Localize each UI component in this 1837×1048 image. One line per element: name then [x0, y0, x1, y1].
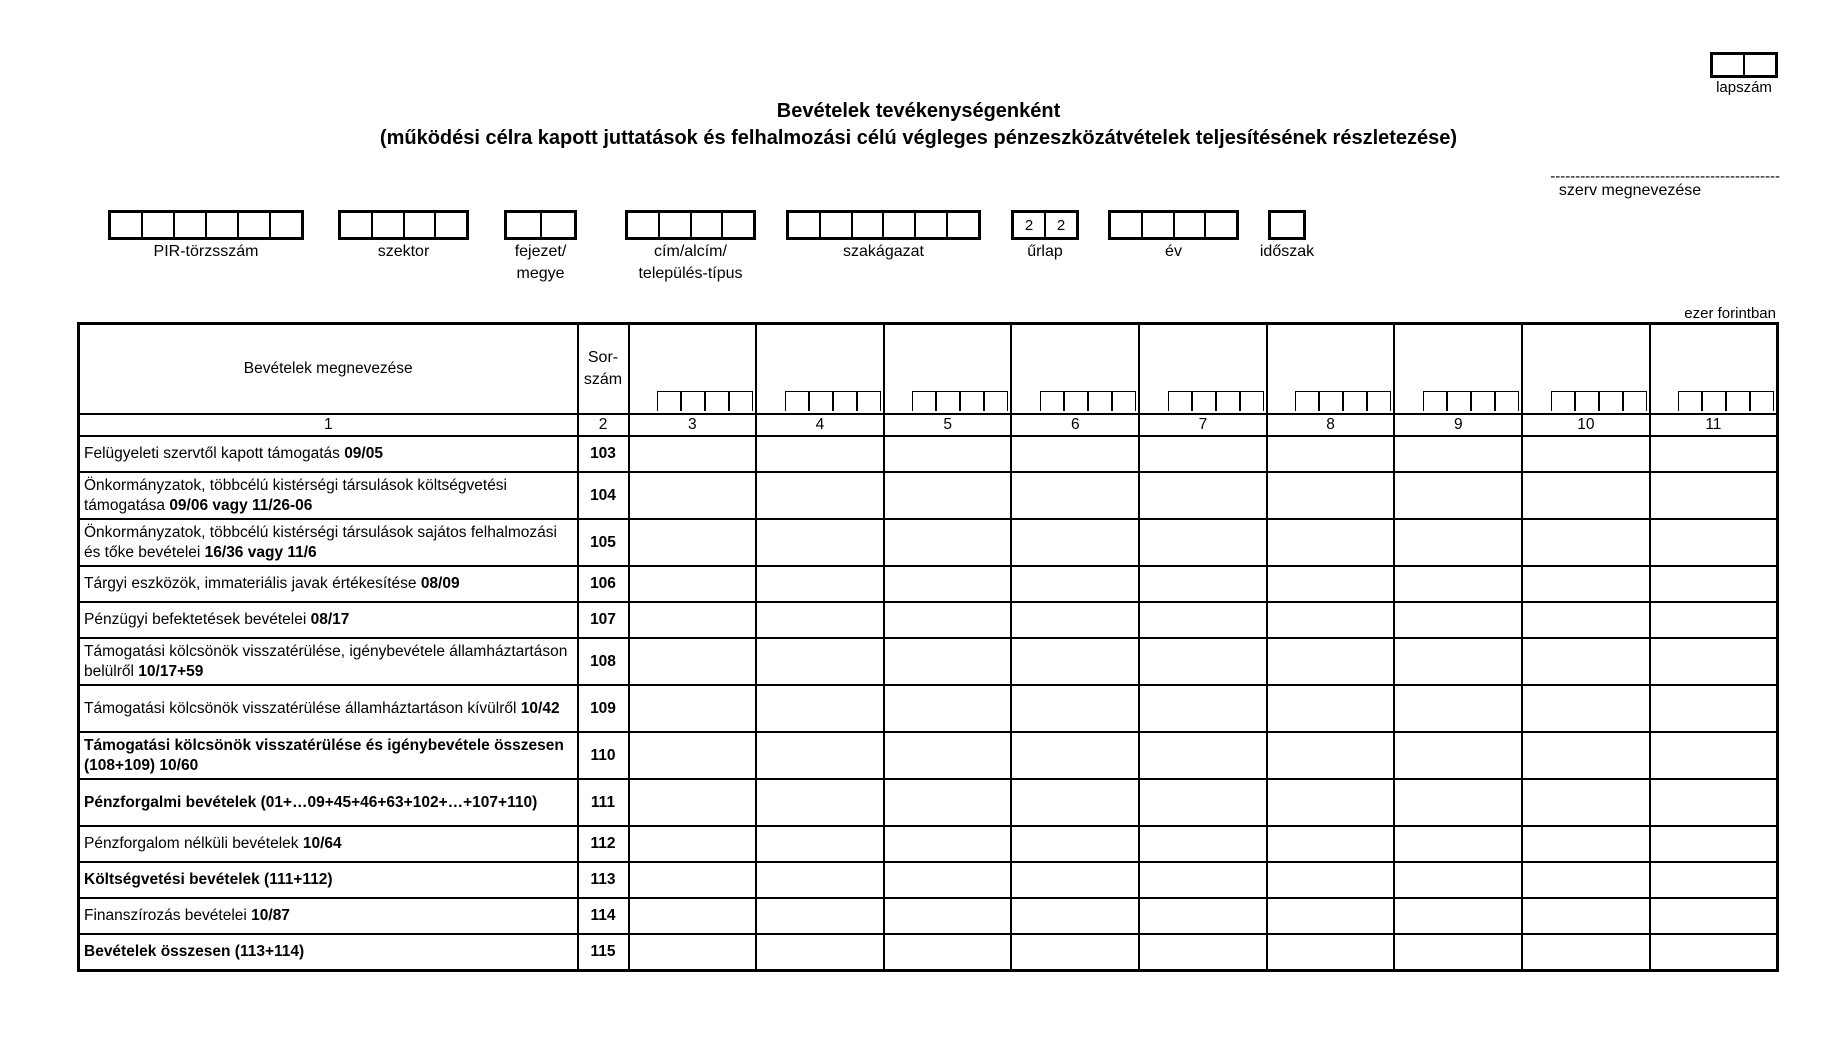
row-number: 112	[578, 826, 629, 862]
column-code-box[interactable]	[1040, 391, 1136, 411]
column-number: 3	[629, 414, 757, 436]
column-header-cell[interactable]	[1522, 324, 1650, 415]
value-cell[interactable]	[1267, 898, 1395, 934]
row-label	[79, 519, 578, 566]
row-label-code: 08/09	[420, 575, 460, 592]
column-code-box[interactable]	[657, 391, 753, 411]
id-field-cell[interactable]	[540, 213, 575, 237]
value-cell[interactable]	[756, 862, 884, 898]
value-cell[interactable]	[884, 779, 1012, 826]
value-cell[interactable]	[884, 436, 1012, 472]
row-number: 114	[578, 898, 629, 934]
value-cell[interactable]	[1267, 472, 1395, 519]
table-row	[79, 519, 1778, 566]
id-field-cell[interactable]	[507, 213, 540, 237]
value-cell[interactable]	[1139, 566, 1267, 602]
org-name-label: szerv megnevezése	[1558, 182, 1702, 199]
value-cell[interactable]	[756, 685, 884, 732]
value-cell[interactable]	[1650, 934, 1778, 971]
value-cell[interactable]	[1650, 602, 1778, 638]
id-field-cell[interactable]	[237, 213, 269, 237]
row-label-code: Bevételek összesen (113+114)	[84, 943, 305, 960]
value-cell[interactable]	[1267, 436, 1395, 472]
value-cell[interactable]	[1011, 602, 1139, 638]
id-field-cell[interactable]	[341, 213, 371, 237]
value-cell[interactable]	[756, 602, 884, 638]
id-field-cell[interactable]	[1141, 213, 1173, 237]
value-cell[interactable]	[629, 472, 757, 519]
id-field-box[interactable]	[108, 210, 304, 240]
row-label-code: 09/05	[344, 445, 383, 462]
value-cell[interactable]	[1011, 934, 1139, 971]
table-row	[79, 472, 1778, 519]
value-cell[interactable]	[629, 685, 757, 732]
value-cell[interactable]	[1394, 826, 1522, 862]
column-number: 10	[1522, 414, 1650, 436]
value-cell[interactable]	[1650, 685, 1778, 732]
value-cell[interactable]	[1139, 685, 1267, 732]
column-number: 9	[1394, 414, 1522, 436]
id-field-label-line2: település-típus	[638, 265, 743, 282]
value-cell[interactable]	[1139, 638, 1267, 685]
value-cell[interactable]	[1650, 779, 1778, 826]
row-label	[79, 826, 578, 862]
value-cell[interactable]	[629, 638, 757, 685]
id-field-cell[interactable]	[914, 213, 946, 237]
id-field-box[interactable]	[504, 210, 577, 240]
value-cell[interactable]	[884, 732, 1012, 779]
value-cell[interactable]	[1139, 862, 1267, 898]
value-cell[interactable]	[1139, 602, 1267, 638]
id-field-label: időszak	[1259, 243, 1315, 260]
value-cell[interactable]	[1267, 934, 1395, 971]
id-field-cell[interactable]	[628, 213, 658, 237]
row-number: 105	[578, 519, 629, 566]
id-field-box[interactable]	[338, 210, 469, 240]
value-cell[interactable]	[1267, 519, 1395, 566]
value-cell[interactable]	[1394, 519, 1522, 566]
value-cell[interactable]	[629, 566, 757, 602]
value-cell[interactable]	[1139, 826, 1267, 862]
id-field-label: fejezet/	[514, 243, 567, 260]
row-label-code: 10/87	[251, 907, 290, 924]
column-code-box[interactable]	[912, 391, 1008, 411]
column-number: 5	[884, 414, 1012, 436]
id-field-cell[interactable]	[819, 213, 851, 237]
id-field-cell[interactable]: 2	[1024, 216, 1034, 234]
id-field-label: szakágazat	[843, 243, 924, 260]
id-field-cell[interactable]	[1271, 213, 1303, 237]
value-cell[interactable]	[629, 826, 757, 862]
row-label	[79, 732, 578, 779]
value-cell[interactable]	[1522, 566, 1650, 602]
value-cell[interactable]	[1139, 779, 1267, 826]
value-cell[interactable]	[1522, 685, 1650, 732]
table-row	[79, 732, 1778, 779]
value-cell[interactable]	[1267, 779, 1395, 826]
row-number: 108	[578, 638, 629, 685]
value-cell[interactable]	[884, 602, 1012, 638]
row-label	[79, 862, 578, 898]
table-row	[79, 898, 1778, 934]
value-cell[interactable]	[1650, 566, 1778, 602]
value-cell[interactable]	[1267, 732, 1395, 779]
value-cell[interactable]	[1394, 566, 1522, 602]
row-label	[79, 472, 578, 519]
value-cell[interactable]	[1522, 638, 1650, 685]
column-code-box[interactable]	[1423, 391, 1519, 411]
value-cell[interactable]	[1394, 732, 1522, 779]
row-label-text: Önkormányzatok, többcélú kistérségi társulások sajátos felhalmozási és tőke bevételei	[84, 523, 557, 561]
id-field-cell[interactable]: 2	[1044, 213, 1076, 237]
table-row	[79, 779, 1778, 826]
id-field-box[interactable]	[786, 210, 981, 240]
value-cell[interactable]	[756, 566, 884, 602]
table-row	[79, 602, 1778, 638]
column-header-cell[interactable]	[1394, 324, 1522, 415]
value-cell[interactable]	[1011, 862, 1139, 898]
value-cell[interactable]	[1394, 934, 1522, 971]
value-cell[interactable]	[1394, 779, 1522, 826]
revenue-table	[77, 322, 1779, 972]
value-cell[interactable]	[1267, 566, 1395, 602]
row-label-code: 10/42	[520, 699, 560, 717]
value-cell[interactable]	[1139, 472, 1267, 519]
value-cell[interactable]	[884, 862, 1012, 898]
id-field-cell[interactable]	[205, 213, 237, 237]
value-cell[interactable]	[1522, 862, 1650, 898]
id-field-label-line2: megye	[516, 265, 565, 282]
value-cell[interactable]	[1139, 934, 1267, 971]
column-header-cell[interactable]	[1650, 324, 1778, 415]
id-field-cell[interactable]	[111, 213, 141, 237]
row-label-text: Támogatási kölcsönök visszatérülése államháztartáson kívülről	[84, 699, 521, 717]
column-header-cell[interactable]	[1139, 324, 1267, 415]
value-cell[interactable]	[1011, 436, 1139, 472]
row-number: 109	[578, 685, 629, 732]
value-cell[interactable]	[1394, 436, 1522, 472]
table-row	[79, 685, 1778, 732]
page-number-cell[interactable]	[1713, 55, 1743, 75]
column-code-box[interactable]	[1678, 391, 1774, 411]
id-field-cell[interactable]	[403, 213, 435, 237]
row-label-code: 10/17+59	[138, 662, 204, 680]
column-header-cell[interactable]	[884, 324, 1012, 415]
value-cell[interactable]	[1522, 519, 1650, 566]
id-field-label: cím/alcím/	[654, 243, 727, 260]
id-field-cell[interactable]	[269, 213, 301, 237]
value-cell[interactable]	[756, 436, 884, 472]
value-cell[interactable]	[1650, 638, 1778, 685]
value-cell[interactable]	[1011, 732, 1139, 779]
row-label-text: Finanszírozás bevételei	[84, 907, 252, 924]
row-label-code: 09/06 vagy 11/26-06	[169, 496, 313, 514]
value-cell[interactable]	[1522, 779, 1650, 826]
value-cell[interactable]	[1394, 862, 1522, 898]
row-label-text: Pénzügyi befektetések bevételei	[84, 611, 311, 628]
value-cell[interactable]	[884, 685, 1012, 732]
column-code-box[interactable]	[1551, 391, 1647, 411]
header-sor-line2: szám	[583, 371, 623, 388]
value-cell[interactable]	[1650, 862, 1778, 898]
column-header-cell[interactable]	[629, 324, 757, 415]
value-cell[interactable]	[629, 602, 757, 638]
id-field-box[interactable]	[625, 210, 756, 240]
value-cell[interactable]	[884, 566, 1012, 602]
value-cell[interactable]	[1011, 685, 1139, 732]
value-cell[interactable]	[1011, 779, 1139, 826]
row-label-code: 08/17	[310, 611, 350, 628]
row-number: 103	[578, 436, 629, 472]
column-number: 4	[756, 414, 884, 436]
value-cell[interactable]	[756, 732, 884, 779]
row-label-text: Támogatási kölcsönök visszatérülése, igénybevétele államháztartáson belülről	[84, 642, 568, 680]
value-cell[interactable]	[1522, 934, 1650, 971]
id-field-box[interactable]	[1011, 210, 1079, 240]
unit-label: ezer forintban	[1684, 305, 1776, 322]
value-cell[interactable]	[1011, 826, 1139, 862]
id-field-cell[interactable]	[690, 213, 722, 237]
value-cell[interactable]	[884, 898, 1012, 934]
value-cell[interactable]	[629, 898, 757, 934]
value-cell[interactable]	[884, 519, 1012, 566]
id-field-box[interactable]	[1268, 210, 1306, 240]
value-cell[interactable]	[1394, 602, 1522, 638]
value-cell[interactable]	[629, 732, 757, 779]
row-label	[79, 638, 578, 685]
id-field-box[interactable]	[1108, 210, 1239, 240]
row-number: 107	[578, 602, 629, 638]
value-cell[interactable]	[1394, 898, 1522, 934]
column-header-cell[interactable]	[756, 324, 884, 415]
value-cell[interactable]	[1139, 519, 1267, 566]
id-field-cell[interactable]	[1173, 213, 1205, 237]
table-row	[79, 826, 1778, 862]
id-field-cell[interactable]	[173, 213, 205, 237]
id-field-cell[interactable]	[851, 213, 883, 237]
value-cell[interactable]	[1522, 472, 1650, 519]
row-label-text: Felügyeleti szervtől kapott támogatás	[84, 445, 345, 462]
table-row	[79, 862, 1778, 898]
row-label-text: Tárgyi eszközök, immateriális javak értékesítése	[84, 575, 421, 592]
row-label-text: Önkormányzatok, többcélú kistérségi társulások költségvetési támogatása	[84, 476, 508, 514]
value-cell[interactable]	[1139, 898, 1267, 934]
id-field-label: év	[1165, 243, 1182, 260]
value-cell[interactable]	[1394, 685, 1522, 732]
id-field-cell[interactable]	[141, 213, 173, 237]
table-row	[79, 566, 1778, 602]
row-label-text: Pénzforgalom nélküli bevételek	[84, 835, 303, 852]
row-label-code: Költségvetési bevételek (111+112)	[84, 871, 333, 888]
row-label	[79, 602, 578, 638]
column-header-cell[interactable]	[1011, 324, 1139, 415]
value-cell[interactable]	[1650, 826, 1778, 862]
value-cell[interactable]	[884, 826, 1012, 862]
value-cell[interactable]	[1011, 898, 1139, 934]
column-number: 8	[1267, 414, 1395, 436]
value-cell[interactable]	[1139, 436, 1267, 472]
value-cell[interactable]	[756, 638, 884, 685]
value-cell[interactable]	[1650, 472, 1778, 519]
table-row	[79, 638, 1778, 685]
value-cell[interactable]	[1522, 898, 1650, 934]
id-field-cell[interactable]	[371, 213, 403, 237]
value-cell[interactable]	[1650, 436, 1778, 472]
value-cell[interactable]	[1650, 732, 1778, 779]
row-label	[79, 685, 578, 732]
value-cell[interactable]	[884, 934, 1012, 971]
value-cell[interactable]	[1650, 519, 1778, 566]
value-cell[interactable]	[1394, 638, 1522, 685]
org-name-line: ----------------------------------------------	[1550, 168, 1780, 185]
value-cell[interactable]	[1650, 898, 1778, 934]
value-cell[interactable]	[629, 779, 757, 826]
row-label-code: 10/64	[302, 835, 342, 852]
value-cell[interactable]	[629, 934, 757, 971]
row-number: 110	[578, 732, 629, 779]
page-subtitle: (működési célra kapott juttatások és felhalmozási célú végleges pénzeszközátvételek teljesítésének részletezése)	[379, 127, 1458, 149]
value-cell[interactable]	[629, 436, 757, 472]
value-cell[interactable]	[629, 862, 757, 898]
value-cell[interactable]	[629, 519, 757, 566]
id-field-cell[interactable]	[946, 213, 978, 237]
value-cell[interactable]	[1267, 638, 1395, 685]
value-cell[interactable]	[884, 638, 1012, 685]
row-label-code: Pénzforgalmi bevételek (01+…09+45+46+63+102+…+107+110)	[84, 793, 538, 811]
row-label	[79, 779, 578, 826]
value-cell[interactable]	[756, 898, 884, 934]
value-cell[interactable]	[1267, 602, 1395, 638]
row-label-code: Támogatási kölcsönök visszatérülése és igénybevétele összesen (108+109) 10/60	[84, 736, 564, 774]
table-row	[79, 436, 1778, 472]
id-field-cell[interactable]	[882, 213, 914, 237]
column-number: 11	[1650, 414, 1778, 436]
id-field-label: PIR-törzsszám	[153, 243, 259, 260]
column-code-box[interactable]	[1168, 391, 1264, 411]
value-cell[interactable]	[1522, 602, 1650, 638]
id-field-cell[interactable]	[434, 213, 466, 237]
id-field-label: szektor	[377, 243, 430, 260]
value-cell[interactable]	[1011, 472, 1139, 519]
value-cell[interactable]	[1011, 519, 1139, 566]
column-number: 7	[1139, 414, 1267, 436]
value-cell[interactable]	[756, 779, 884, 826]
id-field-cell[interactable]	[1111, 213, 1141, 237]
value-cell[interactable]	[1139, 732, 1267, 779]
id-field-cell[interactable]	[658, 213, 690, 237]
page-title: Bevételek tevékenységenként	[776, 100, 1061, 122]
page-number-box[interactable]	[1710, 52, 1778, 78]
id-field-cell[interactable]	[1204, 213, 1236, 237]
value-cell[interactable]	[1267, 685, 1395, 732]
column-number: 6	[1011, 414, 1139, 436]
row-number: 104	[578, 472, 629, 519]
table-row	[79, 934, 1778, 971]
id-field-label: űrlap	[1027, 243, 1063, 260]
value-cell[interactable]	[1522, 826, 1650, 862]
value-cell[interactable]	[756, 472, 884, 519]
value-cell[interactable]	[1267, 826, 1395, 862]
row-number: 106	[578, 566, 629, 602]
value-cell[interactable]	[1522, 732, 1650, 779]
row-label	[79, 898, 578, 934]
value-cell[interactable]	[884, 472, 1012, 519]
value-cell[interactable]	[1394, 472, 1522, 519]
value-cell[interactable]	[1011, 566, 1139, 602]
header-sor-line1: Sor-	[587, 349, 619, 366]
row-label	[79, 566, 578, 602]
column-code-box[interactable]	[1295, 391, 1391, 411]
id-field-cell[interactable]	[789, 213, 819, 237]
row-number: 115	[578, 934, 629, 971]
row-label	[79, 934, 578, 971]
page-number-cell[interactable]	[1743, 55, 1775, 75]
value-cell[interactable]	[1522, 436, 1650, 472]
value-cell[interactable]	[756, 519, 884, 566]
header-sor	[578, 324, 629, 415]
column-number: 1	[79, 414, 578, 436]
row-number: 113	[578, 862, 629, 898]
row-number: 111	[578, 779, 629, 826]
column-header-cell[interactable]	[1267, 324, 1395, 415]
header-name: Bevételek megnevezése	[79, 324, 578, 415]
page-number-label: lapszám	[1716, 79, 1772, 96]
value-cell[interactable]	[1011, 638, 1139, 685]
value-cell[interactable]	[756, 934, 884, 971]
column-number: 2	[578, 414, 629, 436]
row-label	[79, 436, 578, 472]
row-label-code: 16/36 vagy 11/6	[204, 543, 317, 561]
value-cell[interactable]	[756, 826, 884, 862]
column-code-box[interactable]	[785, 391, 881, 411]
id-field-cell[interactable]	[721, 213, 753, 237]
value-cell[interactable]	[1267, 862, 1395, 898]
